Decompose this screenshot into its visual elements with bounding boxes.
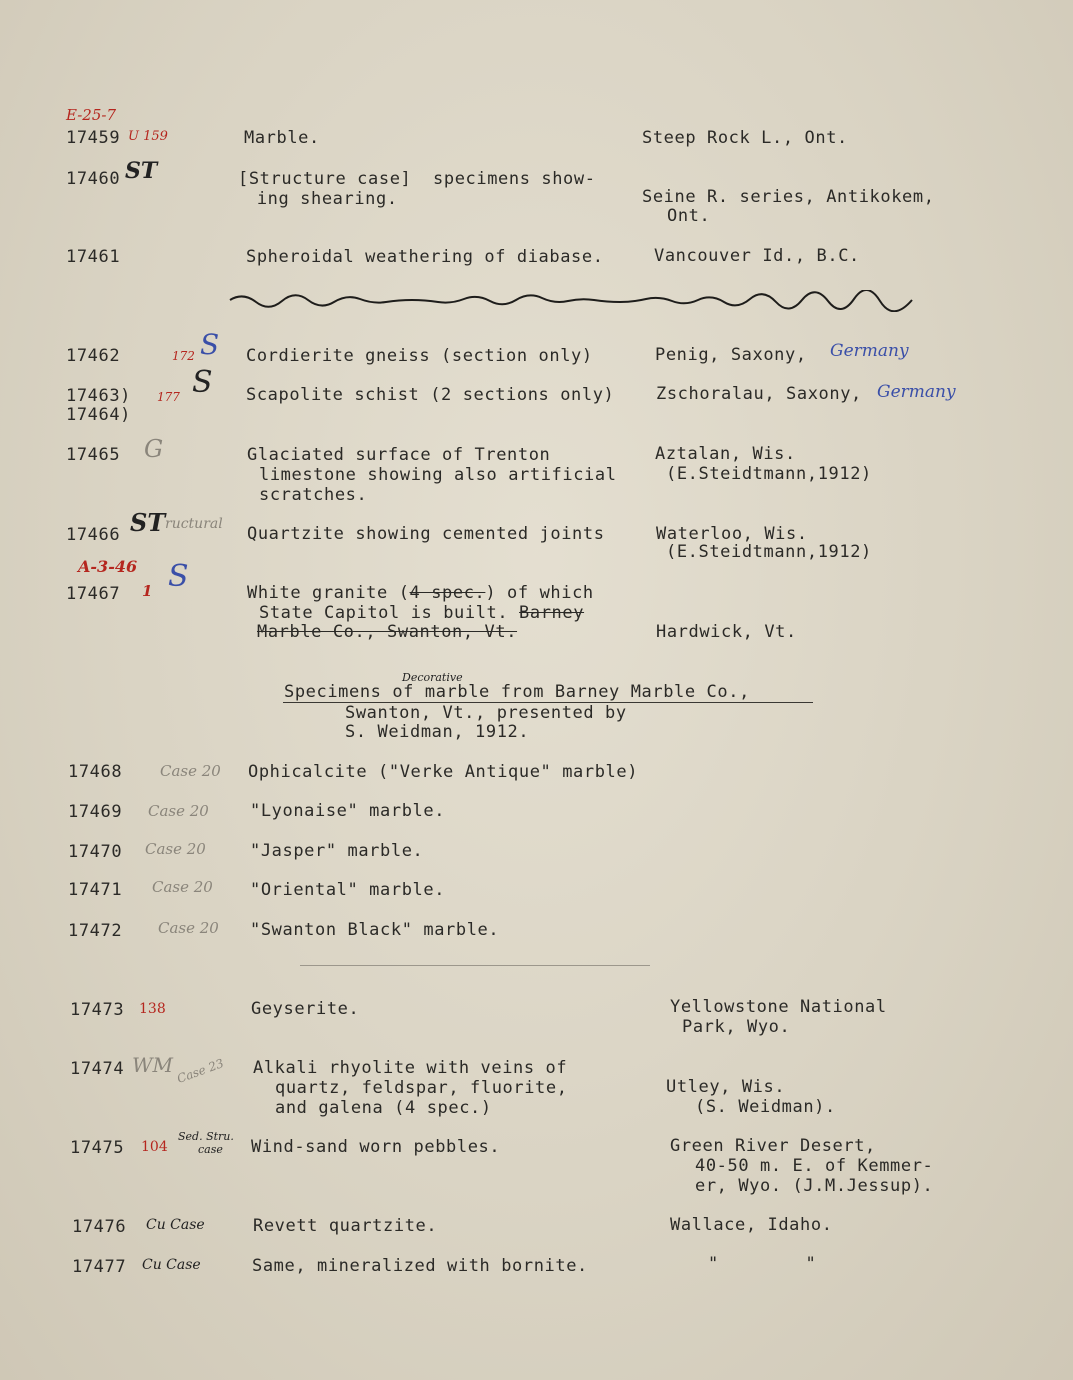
catalog-number: 17465 bbox=[66, 445, 121, 465]
specimen-description bbox=[259, 603, 584, 623]
specimen-locality: Wallace, Idaho. bbox=[670, 1215, 833, 1235]
specimen-locality: Aztalan, Wis. bbox=[655, 444, 796, 464]
specimen-locality: (S. Weidman). bbox=[695, 1097, 836, 1117]
specimen-locality: Hardwick, Vt. bbox=[656, 622, 797, 642]
specimen-description: and galena (4 spec.) bbox=[275, 1098, 492, 1118]
glacial-mark: G bbox=[144, 435, 164, 463]
specimen-description: Wind-sand worn pebbles. bbox=[251, 1137, 501, 1157]
specimen-description bbox=[247, 583, 594, 603]
catalog-number: 17462 bbox=[66, 346, 121, 366]
specimen-description: Geyserite. bbox=[251, 999, 360, 1019]
specimen-locality: er, Wyo. (J.M.Jessup). bbox=[695, 1176, 934, 1196]
desc-part: State Capitol is built. bbox=[259, 603, 509, 623]
faint-separator bbox=[300, 965, 650, 966]
specimen-locality: 40-50 m. E. of Kemmer- bbox=[695, 1156, 934, 1176]
specimen-description: [Structure case] specimens show- bbox=[238, 169, 596, 189]
catalog-code: 177 bbox=[157, 390, 180, 404]
catalog-number: 17471 bbox=[68, 880, 123, 900]
catalog-code: 104 bbox=[141, 1139, 168, 1155]
specimen-locality-handwritten: Germany bbox=[877, 382, 956, 402]
case-note: Sed. Stru. bbox=[178, 1130, 234, 1143]
case-note: Case 20 bbox=[148, 802, 209, 820]
case-note: case bbox=[198, 1143, 223, 1156]
specimen-description: quartz, feldspar, fluorite, bbox=[275, 1078, 568, 1098]
section-heading: Specimens of marble from Barney Marble Co., bbox=[284, 682, 750, 702]
section-heading: S. Weidman, 1912. bbox=[345, 722, 530, 742]
specimen-locality: Waterloo, Wis. bbox=[656, 524, 808, 544]
specimen-description: "Lyonaise" marble. bbox=[250, 801, 446, 821]
specimen-locality: (E.Steidtmann,1912) bbox=[666, 464, 872, 484]
catalog-number: 17464) bbox=[66, 405, 132, 425]
catalog-number: 17466 bbox=[66, 525, 121, 545]
catalog-number: 17468 bbox=[68, 762, 123, 782]
catalog-number: 17472 bbox=[68, 921, 123, 941]
specimen-description: Spheroidal weathering of diabase. bbox=[246, 247, 604, 267]
specimen-description: Cordierite gneiss (section only) bbox=[246, 346, 593, 366]
specimen-locality: Zschoralau, Saxony, bbox=[656, 384, 862, 404]
section-mark: S bbox=[200, 328, 220, 361]
section-mark: S bbox=[168, 559, 189, 594]
case-note: Case 23 bbox=[175, 1056, 226, 1086]
catalog-number: 17467 bbox=[66, 584, 121, 604]
catalog-code: 1 bbox=[142, 582, 153, 600]
specimen-description: Scapolite schist (2 sections only) bbox=[246, 385, 615, 405]
specimen-locality: Penig, Saxony, bbox=[655, 345, 807, 365]
specimen-locality: Park, Wyo. bbox=[682, 1017, 791, 1037]
catalog-code: U 159 bbox=[128, 129, 168, 144]
specimen-description: Quartzite showing cemented joints bbox=[247, 524, 605, 544]
location-mark: WM bbox=[132, 1053, 174, 1077]
specimen-description: "Oriental" marble. bbox=[250, 880, 446, 900]
desc-struck: Barney bbox=[519, 603, 585, 623]
desc-part: ) of which bbox=[485, 583, 594, 603]
structure-mark-note: ructural bbox=[165, 516, 223, 532]
specimen-description: "Jasper" marble. bbox=[250, 841, 424, 861]
case-note: Case 20 bbox=[145, 840, 206, 858]
desc-struck: Marble Co., Swanton, Vt. bbox=[257, 622, 518, 642]
case-note: Case 20 bbox=[158, 919, 219, 937]
desc-struck: 4 spec. bbox=[409, 583, 486, 603]
specimen-locality-ditto: " " bbox=[708, 1254, 817, 1274]
case-note: Cu Case bbox=[146, 1217, 205, 1233]
specimen-description: Alkali rhyolite with veins of bbox=[253, 1058, 568, 1078]
case-note: Cu Case bbox=[142, 1257, 201, 1273]
specimen-description: Glaciated surface of Trenton bbox=[247, 445, 551, 465]
structure-mark: ST bbox=[125, 158, 158, 184]
heading-insertion: Decorative bbox=[402, 671, 463, 684]
case-note: Case 20 bbox=[160, 762, 221, 780]
case-note: Case 20 bbox=[152, 878, 213, 896]
specimen-description: limestone showing also artificial bbox=[259, 465, 617, 485]
catalog-code: 138 bbox=[139, 1001, 166, 1017]
catalog-number: 17476 bbox=[72, 1217, 127, 1237]
catalog-code-top: E-25-7 bbox=[66, 106, 116, 124]
section-heading: Swanton, Vt., presented by bbox=[345, 703, 627, 723]
specimen-locality: Utley, Wis. bbox=[666, 1077, 786, 1097]
specimen-description: Marble. bbox=[244, 128, 320, 148]
catalog-number: 17469 bbox=[68, 802, 123, 822]
structure-mark: ST bbox=[130, 508, 166, 537]
specimen-description: scratches. bbox=[259, 485, 368, 505]
specimen-locality: (E.Steidtmann,1912) bbox=[666, 542, 872, 562]
specimen-locality: Green River Desert, bbox=[670, 1136, 876, 1156]
specimen-locality: Ont. bbox=[667, 206, 711, 226]
specimen-description: Ophicalcite ("Verke Antique" marble) bbox=[248, 762, 639, 782]
specimen-locality: Steep Rock L., Ont. bbox=[642, 128, 848, 148]
catalog-number: 17470 bbox=[68, 842, 123, 862]
catalog-number: 17463) bbox=[66, 386, 132, 406]
specimen-locality: Vancouver Id., B.C. bbox=[654, 246, 860, 266]
section-mark: S bbox=[192, 365, 213, 400]
catalog-number: 17459 bbox=[66, 128, 121, 148]
catalog-number: 17475 bbox=[70, 1138, 125, 1158]
wavy-separator bbox=[228, 290, 914, 312]
specimen-description: ing shearing. bbox=[246, 189, 398, 209]
catalog-number: 17461 bbox=[66, 247, 121, 267]
specimen-description: Same, mineralized with bornite. bbox=[252, 1256, 588, 1276]
catalog-number: 17473 bbox=[70, 1000, 125, 1020]
catalog-number: 17460 bbox=[66, 169, 121, 189]
specimen-description: Revett quartzite. bbox=[253, 1216, 438, 1236]
desc-part: White granite ( bbox=[247, 583, 410, 603]
catalog-code: 172 bbox=[172, 349, 195, 363]
catalog-number: 17474 bbox=[70, 1059, 125, 1079]
catalog-code-top: A-3-46 bbox=[78, 557, 138, 576]
specimen-locality: Seine R. series, Antikokem, bbox=[642, 187, 935, 207]
specimen-description: "Swanton Black" marble. bbox=[250, 920, 500, 940]
specimen-locality: Yellowstone National bbox=[670, 997, 887, 1017]
specimen-locality-handwritten: Germany bbox=[830, 341, 909, 361]
catalog-number: 17477 bbox=[72, 1257, 127, 1277]
